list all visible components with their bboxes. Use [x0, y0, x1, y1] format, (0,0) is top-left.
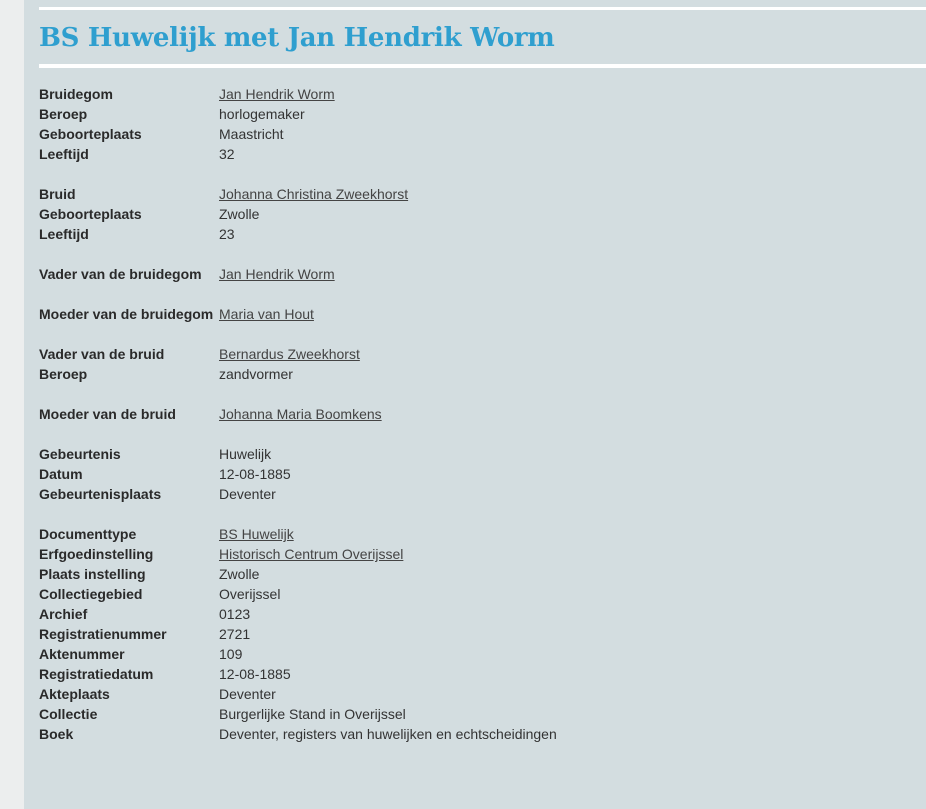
record-row [39, 644, 919, 664]
record-row [39, 544, 919, 564]
record-row [39, 464, 919, 484]
record-details [39, 84, 919, 764]
field-label: Bruid [39, 186, 76, 202]
record-group [39, 444, 919, 504]
record-group [39, 264, 919, 284]
field-label: Geboorteplaats [39, 126, 142, 142]
field-value-link[interactable]: Jan Hendrik Worm [219, 266, 335, 282]
field-value: 12-08-1885 [219, 466, 291, 482]
field-value-link[interactable]: Jan Hendrik Worm [219, 86, 335, 102]
top-divider [39, 7, 926, 10]
field-value: zandvormer [219, 366, 293, 382]
record-row [39, 304, 919, 324]
field-value: 109 [219, 646, 243, 662]
field-value: 23 [219, 226, 235, 242]
field-value: Zwolle [219, 566, 260, 582]
field-label: Archief [39, 606, 88, 622]
field-label: Moeder van de bruid [39, 406, 176, 422]
record-row [39, 524, 919, 544]
field-value: Overijssel [219, 586, 281, 602]
field-label: Leeftijd [39, 146, 89, 162]
field-label: Gebeurtenis [39, 446, 121, 462]
field-value-link[interactable]: Maria van Hout [219, 306, 314, 322]
record-panel [24, 0, 926, 809]
field-label: Akteplaats [39, 686, 110, 702]
field-label: Bruidegom [39, 86, 113, 102]
title-divider [39, 64, 926, 68]
record-row [39, 404, 919, 424]
field-value: Burgerlijke Stand in Overijssel [219, 706, 406, 722]
field-value-link[interactable]: Johanna Christina Zweekhorst [219, 186, 409, 202]
field-label: Collectie [39, 706, 98, 722]
record-row [39, 624, 919, 644]
field-label: Vader van de bruidegom [39, 266, 202, 282]
field-label: Gebeurtenisplaats [39, 486, 162, 502]
record-row [39, 104, 919, 124]
record-row [39, 184, 919, 204]
record-group [39, 84, 919, 164]
page-title: BS Huwelijk met Jan Hendrik Worm [39, 23, 555, 53]
record-group [39, 404, 919, 424]
field-value: 2721 [219, 626, 251, 642]
record-row [39, 344, 919, 364]
record-group [39, 524, 919, 744]
field-value: horlogemaker [219, 106, 305, 122]
record-row [39, 124, 919, 144]
field-value: 12-08-1885 [219, 666, 291, 682]
record-row [39, 84, 919, 104]
field-value: Deventer, registers van huwelijken en echtscheidingen [219, 726, 557, 742]
record-row [39, 604, 919, 624]
record-row [39, 724, 919, 744]
record-row [39, 204, 919, 224]
field-label: Beroep [39, 366, 88, 382]
field-value: Deventer [219, 686, 276, 702]
record-row [39, 564, 919, 584]
field-label: Datum [39, 466, 83, 482]
field-value-link[interactable]: Historisch Centrum Overijssel [219, 546, 404, 562]
field-label: Geboorteplaats [39, 206, 142, 222]
field-label: Documenttype [39, 526, 137, 542]
field-value-link[interactable]: BS Huwelijk [219, 526, 294, 542]
field-label: Beroep [39, 106, 88, 122]
record-group [39, 184, 919, 244]
field-label: Erfgoedinstelling [39, 546, 154, 562]
record-row [39, 664, 919, 684]
field-value: 32 [219, 146, 235, 162]
field-value: Huwelijk [219, 446, 272, 462]
record-row [39, 364, 919, 384]
record-group [39, 304, 919, 324]
field-value: Deventer [219, 486, 276, 502]
field-label: Boek [39, 726, 74, 742]
field-label: Registratienummer [39, 626, 167, 642]
field-label: Plaats instelling [39, 566, 146, 582]
record-group [39, 344, 919, 384]
record-row [39, 224, 919, 244]
record-row [39, 444, 919, 464]
field-label: Moeder van de bruidegom [39, 306, 214, 322]
field-value-link[interactable]: Johanna Maria Boomkens [219, 406, 382, 422]
record-row [39, 264, 919, 284]
field-label: Registratiedatum [39, 666, 154, 682]
field-value-link[interactable]: Bernardus Zweekhorst [219, 346, 360, 362]
field-label: Aktenummer [39, 646, 125, 662]
field-value: Zwolle [219, 206, 260, 222]
record-row [39, 144, 919, 164]
field-value: Maastricht [219, 126, 284, 142]
record-row [39, 684, 919, 704]
record-row [39, 484, 919, 504]
record-row [39, 704, 919, 724]
field-label: Leeftijd [39, 226, 89, 242]
field-label: Collectiegebied [39, 586, 143, 602]
field-label: Vader van de bruid [39, 346, 165, 362]
record-row [39, 584, 919, 604]
field-value: 0123 [219, 606, 251, 622]
